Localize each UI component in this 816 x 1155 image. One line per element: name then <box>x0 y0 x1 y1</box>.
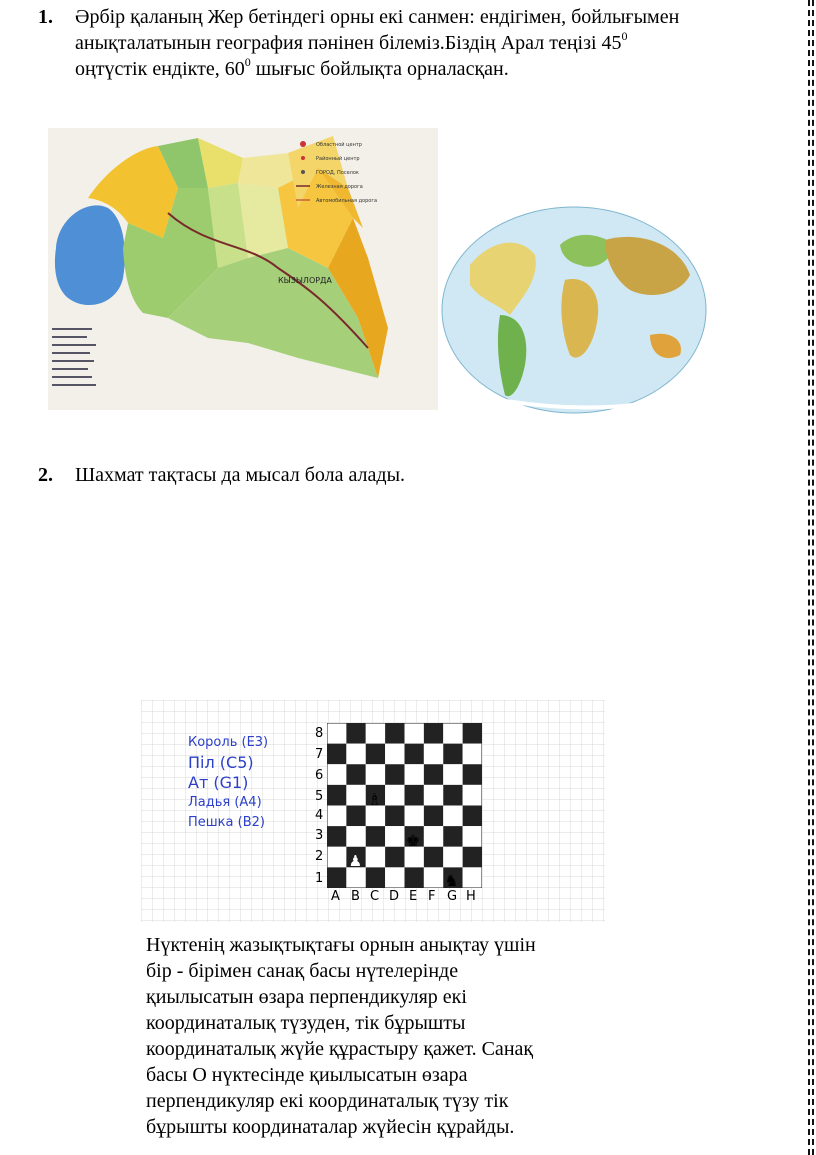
svg-text:ГОРОД, Поселок: ГОРОД, Поселок <box>316 170 359 176</box>
chess-legend <box>188 733 268 833</box>
board-square <box>327 867 346 888</box>
board-square <box>424 764 443 785</box>
rank-label: 4 <box>315 808 324 823</box>
legend-rook: Ладья (А4) <box>188 795 262 810</box>
board-square <box>424 867 443 888</box>
board-square <box>327 785 346 806</box>
item-number: 1. <box>38 6 53 28</box>
board-square <box>463 764 482 785</box>
world-map-image <box>440 205 708 415</box>
board-square <box>405 806 424 827</box>
board-square <box>346 764 365 785</box>
rook-icon: ♖ <box>329 810 344 829</box>
paragraph-line: Нүктенің жазықтықтағы орнын анықтау үшін <box>146 934 536 956</box>
board-square <box>385 867 404 888</box>
item-number: 2. <box>38 464 53 486</box>
chess-board <box>327 723 482 888</box>
board-square <box>327 764 346 785</box>
rank-label: 8 <box>315 726 324 741</box>
board-square <box>327 847 346 868</box>
board-square <box>405 785 424 806</box>
rank-label: 3 <box>315 828 324 843</box>
file-label: E <box>409 889 418 904</box>
paragraph-line: координаталық түзуден, тік бұрышты <box>146 1012 466 1034</box>
rank-label: 5 <box>315 789 324 804</box>
board-square <box>424 826 443 847</box>
board-square <box>463 744 482 765</box>
rank-label: 2 <box>315 849 324 864</box>
legend-king: Король (Е3) <box>188 735 269 750</box>
board-square <box>443 764 462 785</box>
board-square <box>463 723 482 744</box>
degree-sup: 0 <box>244 55 251 69</box>
board-square <box>405 723 424 744</box>
board-square <box>385 826 404 847</box>
board-square <box>405 867 424 888</box>
board-square <box>424 744 443 765</box>
legend-knight: Ат (G1) <box>188 773 249 792</box>
section-1 <box>38 4 798 82</box>
rank-label: 7 <box>315 747 324 762</box>
board-square <box>346 867 365 888</box>
board-square <box>463 826 482 847</box>
king-icon: ♚ <box>405 831 421 850</box>
svg-text:Железная дорога: Железная дорога <box>316 184 363 190</box>
svg-text:Автомобильная дорога: Автомобильная дорога <box>316 198 378 204</box>
board-square <box>366 826 385 847</box>
text-line: Әрбір қаланың Жер бетіндегі орны екі санмен: ендігімен, бойлығымен <box>75 6 680 28</box>
board-square <box>346 744 365 765</box>
svg-text:КЫЗЫЛОРДА: КЫЗЫЛОРДА <box>278 276 332 285</box>
board-square <box>366 867 385 888</box>
board-square <box>443 785 462 806</box>
board-square <box>385 744 404 765</box>
board-square <box>346 723 365 744</box>
board-square <box>405 744 424 765</box>
legend-pawn: Пешка (В2) <box>188 815 265 830</box>
svg-text:Районный центр: Районный центр <box>316 156 360 162</box>
file-label: H <box>466 889 476 904</box>
knight-icon: ♞ <box>444 871 459 888</box>
text-span: шығыс бойлықта орналасқан. <box>250 58 509 80</box>
board-square <box>366 847 385 868</box>
rank-label: 1 <box>315 871 324 886</box>
file-label: G <box>447 889 458 904</box>
board-square <box>405 764 424 785</box>
board-square <box>424 785 443 806</box>
explanation-paragraph <box>146 932 616 1140</box>
board-square <box>366 744 385 765</box>
board-square <box>424 806 443 827</box>
board-square <box>443 806 462 827</box>
legend-bishop: Піл (С5) <box>188 753 254 772</box>
board-square <box>463 867 482 888</box>
region-map-image <box>48 128 438 410</box>
board-square <box>385 847 404 868</box>
paragraph-line: перпендикуляр екі координаталық түзу тік <box>146 1090 509 1112</box>
board-square <box>443 723 462 744</box>
board-square <box>346 826 365 847</box>
paragraph-line: басы О нүктесінде қиылысатын өзара <box>146 1064 468 1086</box>
section-1-text <box>75 4 798 82</box>
file-label: C <box>370 889 380 904</box>
board-square <box>463 847 482 868</box>
board-square <box>327 826 346 847</box>
board-square <box>366 723 385 744</box>
text-span: анықталатынын география пәнінен білеміз.Біздің Арал теңізі 45 <box>75 32 622 54</box>
section-2-text: Шахмат тақтасы да мысал бола алады. <box>75 464 406 486</box>
board-square <box>424 847 443 868</box>
board-square <box>346 785 365 806</box>
pawn-icon: ♟ <box>348 852 363 870</box>
board-square <box>385 764 404 785</box>
page-border <box>808 0 814 1155</box>
board-square <box>463 806 482 827</box>
degree-sup: 0 <box>621 29 628 43</box>
svg-text:Областной центр: Областной центр <box>316 142 362 148</box>
board-square <box>366 764 385 785</box>
board-square <box>443 847 462 868</box>
paragraph-line: бір - бірімен санақ басы нүтелерінде <box>146 960 459 982</box>
file-label: F <box>428 889 436 904</box>
board-square <box>443 826 462 847</box>
board-square <box>327 744 346 765</box>
bishop-icon: ♗ <box>367 790 382 809</box>
board-square <box>327 723 346 744</box>
board-square <box>385 785 404 806</box>
board-square <box>424 723 443 744</box>
board-square <box>443 744 462 765</box>
file-label: D <box>389 889 400 904</box>
file-label: B <box>351 889 360 904</box>
text-line <box>75 56 798 82</box>
board-square <box>463 785 482 806</box>
text-line <box>75 30 798 56</box>
paragraph-line: бұрышты координаталар жүйесін құрайды. <box>146 1116 515 1138</box>
section-2 <box>38 462 405 488</box>
text-span: оңтүстік ендікте, 60 <box>75 58 245 80</box>
rank-label: 6 <box>315 768 324 783</box>
paragraph-line: қиылысатын өзара перпендикуляр екі <box>146 986 467 1008</box>
board-square <box>385 806 404 827</box>
board-square <box>385 723 404 744</box>
board-square <box>346 806 365 827</box>
paragraph-line: координаталық жүйе құрастыру қажет. Санақ <box>146 1038 534 1060</box>
file-label: A <box>331 889 340 904</box>
